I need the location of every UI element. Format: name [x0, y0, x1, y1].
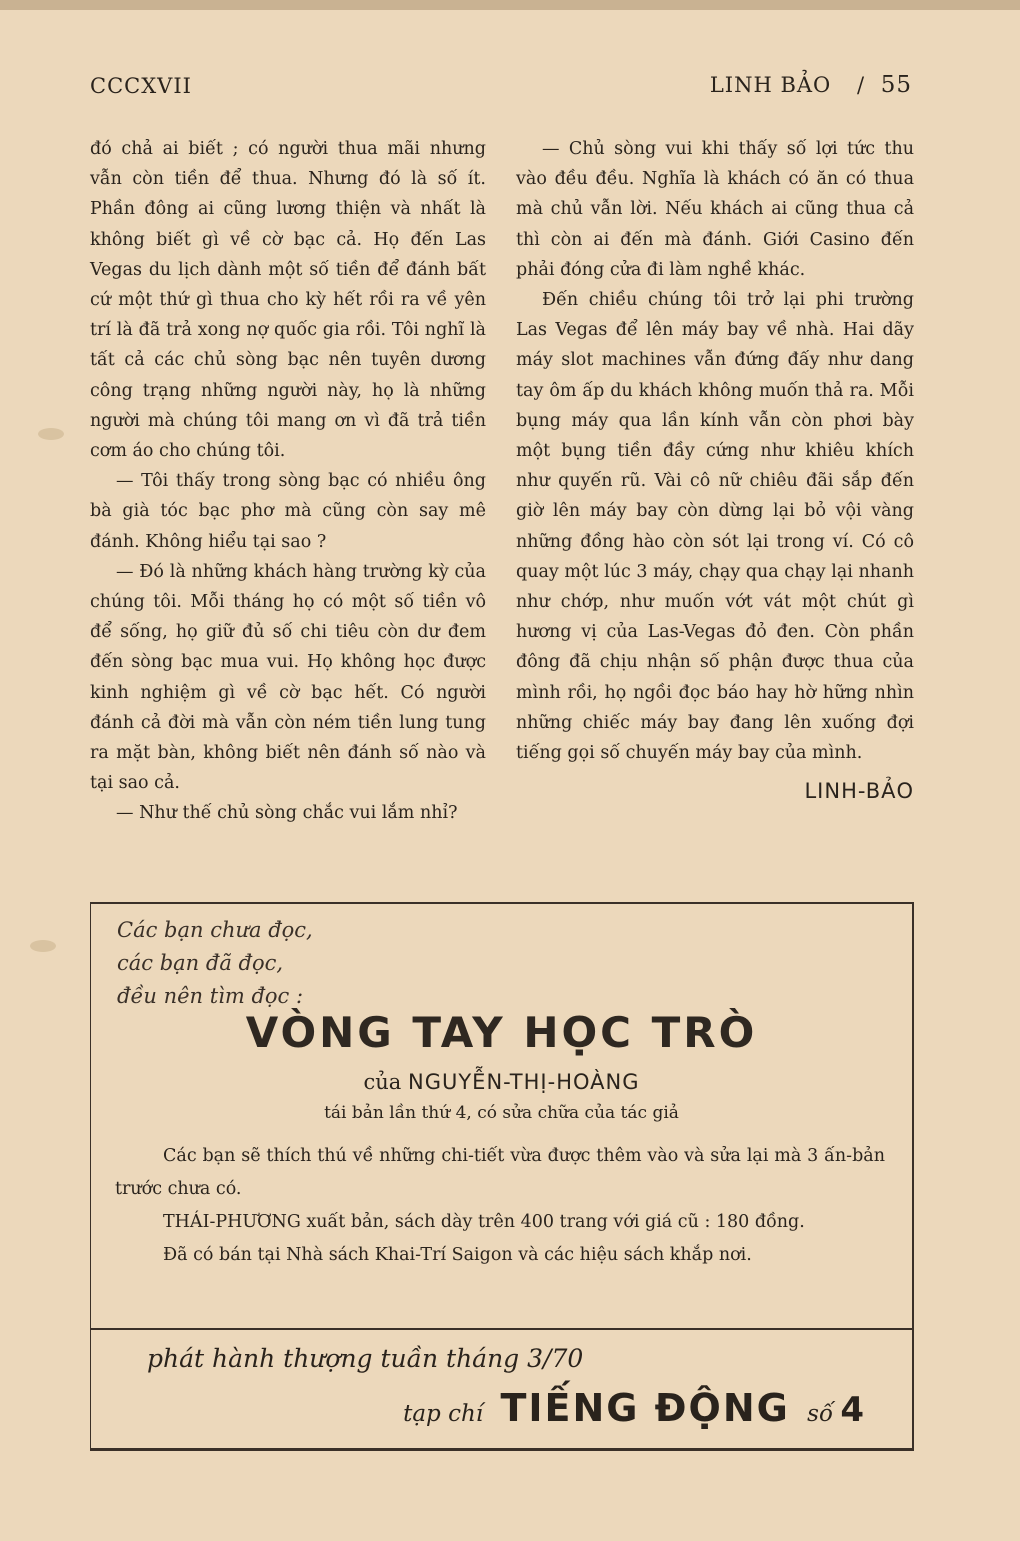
- author-name: NGUYỄN-THỊ-HOÀNG: [408, 1070, 640, 1094]
- ad-intro: [117, 914, 313, 1013]
- issue-number: 4: [840, 1390, 864, 1430]
- ad-intro-line: Các bạn chưa đọc,: [117, 918, 313, 942]
- page-edge-shadow: [0, 0, 1020, 10]
- book-advertisement: [90, 902, 914, 1450]
- page-number: 55: [880, 72, 912, 98]
- author-signature: LINH-BẢO: [804, 779, 914, 804]
- magazine-credit: [403, 1386, 864, 1430]
- divider: [91, 1328, 912, 1330]
- paragraph: — Tôi thấy trong sòng bạc có nhiều ông bà già tóc bạc phơ mà cũng còn say mê đánh. Không hiểu tại sao ?: [90, 471, 486, 552]
- paper-stain: [30, 940, 56, 952]
- issue-label: số: [807, 1401, 834, 1427]
- ad-paragraph: THÁI-PHƯƠNG xuất bản, sách dày trên 400 trang với giá cũ : 180 đồng.: [163, 1212, 805, 1232]
- book-author: [91, 1070, 912, 1094]
- paper-stain: [38, 428, 64, 440]
- magazine-title: TIẾNG ĐỘNG: [500, 1386, 790, 1430]
- author-header: LINH BẢO: [709, 73, 832, 97]
- running-header: [710, 72, 912, 98]
- ad-paragraph: Đã có bán tại Nhà sách Khai-Trí Saigon và các hiệu sách khắp nơi.: [163, 1245, 752, 1265]
- paragraph: — Như thế chủ sòng chắc vui lắm nhỉ?: [116, 803, 458, 824]
- ad-body: [115, 1140, 885, 1272]
- paragraph: — Chủ sòng vui khi thấy số lợi tức thu vào đều đều. Nghĩa là khách có ăn có thua mà chủ vẫn lời. Nếu khách ai cũng thua cả thì còn ai đến mà đánh. Giới Casino đến phải đóng cửa đi làm nghề khác.: [516, 139, 914, 280]
- ad-intro-line: các bạn đã đọc,: [117, 951, 284, 975]
- article-left-column: [90, 134, 486, 829]
- magazine-label: tạp chí: [403, 1401, 484, 1427]
- header-separator: /: [856, 73, 866, 97]
- paragraph: — Đó là những khách hàng trường kỳ của chúng tôi. Mỗi tháng họ có một số tiền vô để sống, họ giữ đủ số chi tiêu còn dư đem đến sòng bạc mua vui. Họ không học được kinh nghiệm gì về cờ bạc hết. Có người đánh cả đời mà vẫn còn ném tiền lung tung ra mặt bàn, không biết nên đánh số nào và tại sao cả.: [90, 561, 486, 794]
- ad-paragraph: Các bạn sẽ thích thú về những chi-tiết vừa được thêm vào và sửa lại mà 3 ấn-bản trước chưa có.: [115, 1146, 885, 1199]
- paragraph: đó chả ai biết ; có người thua mãi nhưng vẫn còn tiền để thua. Nhưng đó là số ít. Phần đông ai cũng lương thiện và nhất là không biết gì về cờ bạc cả. Họ đến Las Vegas du lịch dành một số tiền để đánh bất cứ một thứ gì thua cho kỳ hết rồi ra về yên trí là đã trả xong nợ quốc gia rồi. Tôi nghĩ là tất cả các chủ sòng bạc nên tuyên dương công trạng những người này, họ là những người mà chúng tôi mang ơn vì đã trả tiền cơm áo cho chúng tôi.: [90, 139, 486, 462]
- ad-intro-line: đều nên tìm đọc :: [117, 984, 304, 1008]
- edition-note: tái bản lần thứ 4, có sửa chữa của tác giả: [324, 1103, 679, 1123]
- distribution-note: phát hành thượng tuần tháng 3/70: [147, 1344, 584, 1373]
- paragraph: Đến chiều chúng tôi trở lại phi trường Las Vegas để lên máy bay về nhà. Hai dãy máy slot machines vẫn đứng đấy như dang tay ôm ấp du khách không muốn thả ra. Mỗi bụng máy qua lần kính vẫn còn phơi bày một bụng tiền đầy cứng như khiêu khích như quyến rũ. Vài cô nữ chiêu đãi sắp đến giờ lên máy bay còn dừng lại bỏ vội vàng những đồng hào còn sót lại trong ví. Có cô quay một lúc 3 máy, chạy qua chạy lại nhanh như chớp, như muốn vớt vát một chút gì hương vị của Las-Vegas đỏ đen. Còn phần đông đã chịu nhận số phận được thua của mình rồi, họ ngồi đọc báo hay hờ hững nhìn những chiếc máy bay đang lên xuống đợi tiếng gọi số chuyến máy bay của mình.: [516, 290, 914, 764]
- section-number: CCCXVII: [90, 74, 192, 98]
- author-prefix: của: [363, 1070, 402, 1094]
- article-right-column: [516, 134, 914, 806]
- divider: [90, 1449, 914, 1451]
- book-title: VÒNG TAY HỌC TRÒ: [245, 1008, 758, 1057]
